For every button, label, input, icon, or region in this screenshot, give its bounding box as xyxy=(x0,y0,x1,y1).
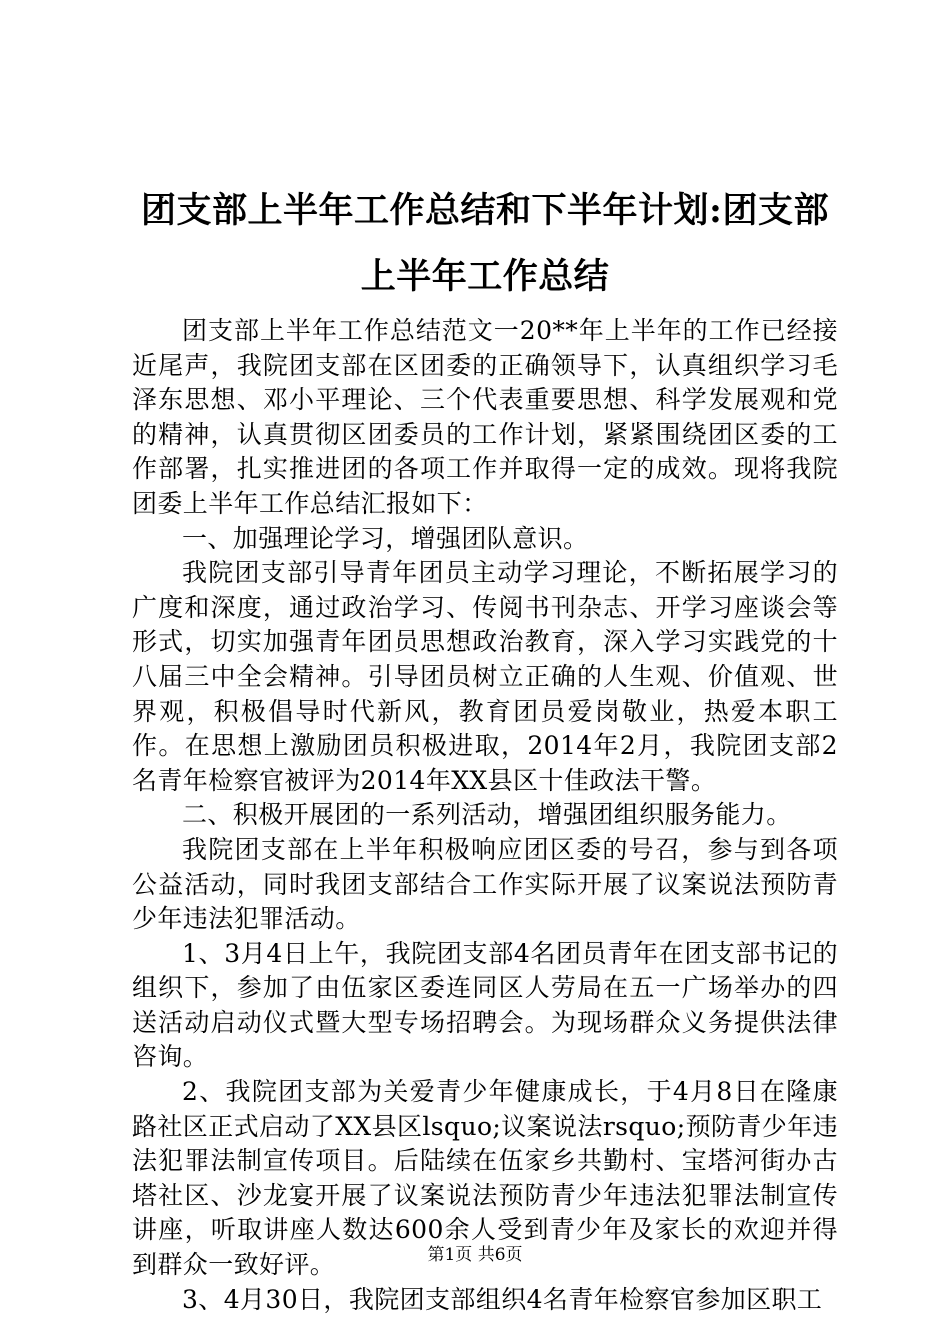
list-item-2: 2、我院团支部为关爱青少年健康成长，于4月8日在隆康路社区正式启动了XX县区lsquo;议案说法rsquo;预防青少年违法犯罪法制宣传项目。后陆续在伍家乡共勤村、宝塔河街办古塔社区、沙龙宴开展了议案说法预防青少年违法犯罪法制宣传讲座，听取讲座人数达600余人受到青少年及家长的欢迎并得到群众一致好评。 xyxy=(132,1077,838,1280)
section-heading-2: 二、积极开展团的一系列活动，增强团组织服务能力。 xyxy=(182,800,792,830)
document-body xyxy=(132,314,838,1317)
section-heading-1: 一、加强理论学习，增强团队意识。 xyxy=(182,523,589,553)
list-item-3: 3、4月30日，我院团支部组织4名青年检察官参加区职工 xyxy=(182,1284,823,1314)
page-title: 团支部上半年工作总结和下半年计划:团支部上半年工作总结 xyxy=(141,190,829,297)
page-footer: 第1页 共6页 xyxy=(427,1245,523,1265)
list-item-1: 1、3月4日上午，我院团支部4名团员青年在团支部书记的组织下，参加了由伍家区委连同区人劳局在五一广场举办的四送活动启动仪式暨大型专场招聘会。为现场群众义务提供法律咨询。 xyxy=(132,938,838,1072)
paragraph-theory-study: 我院团支部引导青年团员主动学习理论，不断拓展学习的广度和深度，通过政治学习、传阅书刊杂志、开学习座谈会等形式，切实加强青年团员思想政治教育，深入学习实践党的十八届三中全会精神。引导团员树立正确的人生观、价值观、世界观，积极倡导时代新风，教育团员爱岗敬业，热爱本职工作。在思想上激励团员积极进取，2014年2月，我院团支部2名青年检察官被评为2014年XX县区十佳政法干警。 xyxy=(132,558,838,795)
paragraph-intro: 团支部上半年工作总结范文一20**年上半年的工作已经接近尾声，我院团支部在区团委的正确领导下，认真组织学习毛泽东思想、邓小平理论、三个代表重要思想、科学发展观和党的精神，认真贯彻区团委员的工作计划，紧紧围绕团区委的工作部署，扎实推进团的各项工作并取得一定的成效。现将我院团委上半年工作总结汇报如下： xyxy=(132,316,838,518)
paragraph-activities: 我院团支部在上半年积极响应团区委的号召，参与到各项公益活动，同时我团支部结合工作实际开展了议案说法预防青少年违法犯罪活动。 xyxy=(132,834,838,934)
